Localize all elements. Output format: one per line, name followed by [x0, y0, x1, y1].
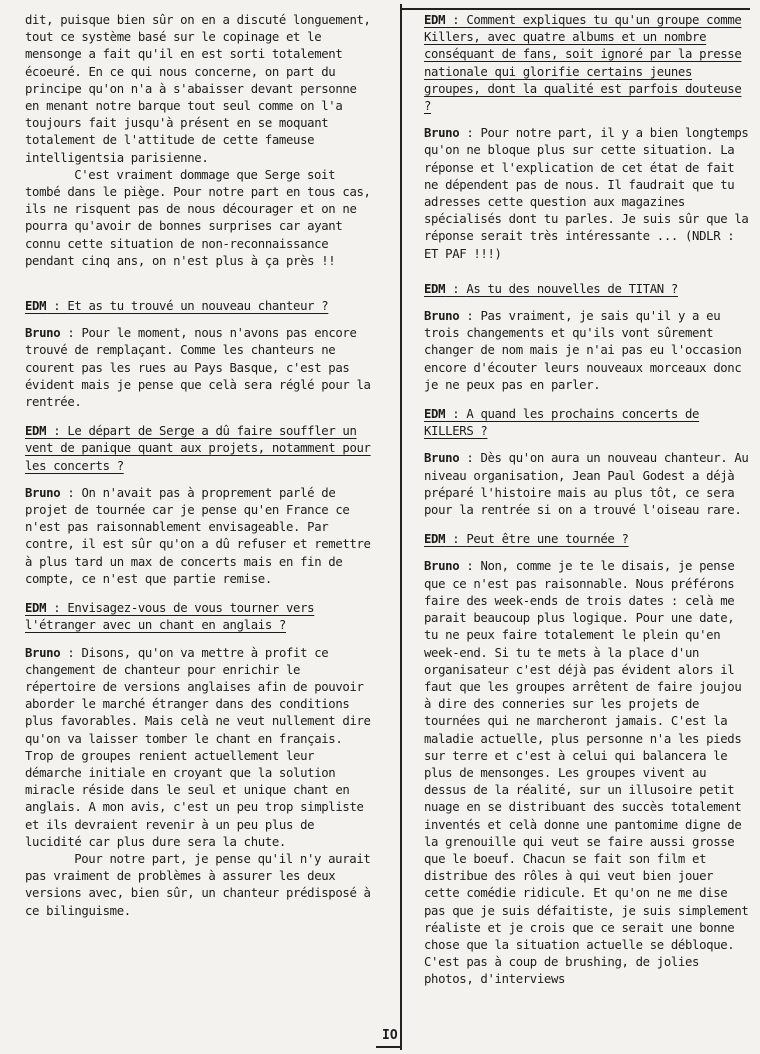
- intro-paragraph: dit, puisque bien sûr on en a discuté longuement, tout ce système basé sur le copinage et le mensonge a fait qu'il en est sorti totalement écoeuré. En ce qui nous concerne, on part du principe qu'on n'a à s'abaisser devant personne en menant notre barque tout seul comme on l'a toujours fait jusqu'à présent en se moquant totalement de l'attitude de cette fameuse intelligentsia parisienne.: [25, 13, 371, 165]
- question: EDM : As tu des nouvelles de TITAN ?: [424, 281, 678, 296]
- page-number: IO: [382, 1028, 398, 1043]
- question: EDM : Comment expliques tu qu'un groupe comme Killers, avec quatre albums et un nombre conséquant de fans, soit ignoré par la presse nationale qui glorifie certains jeunes groupes, dont la qualité est parfois douteuse ?: [424, 13, 742, 114]
- intro-paragraph-2: C'est vraiment dommage que Serge soit tombé dans le piège. Pour notre part en tous cas, ils ne risquent pas de nous décourager et on ne pourra qu'avoir de bonnes surprises car ayant connu cette situation de non-reconnaissance pendant cinq ans, on n'est plus à ça près !!: [25, 167, 371, 268]
- question: EDM : Et as tu trouvé un nouveau chanteur ?: [25, 299, 329, 314]
- left-column: [25, 12, 375, 920]
- answer: Bruno : Pas vraiment, je sais qu'il y a eu trois changements et qu'ils vont sûrement changer de nom mais je n'ai pas eu l'occasion encore d'écouter leurs nouveaux morceaux donc je ne peux pas en parler.: [424, 309, 742, 392]
- top-rule: [400, 8, 750, 10]
- qa-block: [25, 600, 375, 920]
- question: EDM : Le départ de Serge a dû faire souffler un vent de panique quant aux projets, notamment pour les concerts ?: [25, 424, 371, 473]
- answer: Bruno : Dès qu'on aura un nouveau chanteur. Au niveau organisation, Jean Paul Godest a déjà préparé l'histoire mais au plus tôt, ce sera pour la rentrée si on a trouvé l'oiseau rare.: [424, 451, 749, 518]
- qa-block: [424, 406, 750, 519]
- answer-continued: Pour notre part, je pense qu'il n'y aurait pas vraiment de problèmes à assurer les deux versions avec, bien sûr, un chanteur prédisposé à ce bilinguisme.: [25, 851, 371, 918]
- question: EDM : Peut être une tournée ?: [424, 532, 629, 547]
- right-column: [424, 12, 750, 989]
- question: EDM : A quand les prochains concerts de KILLERS ?: [424, 407, 700, 439]
- qa-block: [25, 423, 375, 588]
- question: EDM : Envisagez-vous de vous tourner vers l'étranger avec un chant en anglais ?: [25, 601, 315, 633]
- qa-block: [25, 298, 375, 411]
- column-divider: [400, 4, 402, 1050]
- page-number-rule: [376, 1046, 400, 1048]
- answer: Bruno : Disons, qu'on va mettre à profit ce changement de chanteur pour enrichir le répertoire de versions anglaises afin de pouvoir aborder le marché étranger dans des conditions plus favorables. Mais celà ne veut nullement dire qu'on va laisser tomber le chant en français. Trop de groupes renient actuellement leur démarche initiale en croyant que la solution miracle réside dans le seul et unique chant en anglais. A mon avis, c'est un peu trop simpliste et ils devraient revenir à un peu plus de lucidité car plus dure sera la chute.: [25, 645, 371, 849]
- answer: Bruno : Pour notre part, il y a bien longtemps qu'on ne bloque plus sur cette situation. La réponse et l'explication de cet état de fait ne dépendent pas de nous. Il faudrait que tu adresses cette question aux magazines spécialisés dont tu parles. Je suis sûr que la réponse serait très intéressante ... (NDLR : ET PAF !!!): [424, 126, 749, 261]
- answer: Bruno : Non, comme je te le disais, je pense que ce n'est pas raisonnable. Nous préférons faire des week-ends de trois dates : celà me parait beaucoup plus logique. Pour une date, tu ne peux faire totalement le plein qu'en week-end. Si tu te mets à la place d'un organisateur c'est déjà pas évident alors il faut que les groupes arrêtent de faire joujou à dire des conneries sur les projets de tournées qui ne marcheront jamais. C'est la maladie actuelle, plus personne n'a les pieds sur terre et c'est à celui qui balancera le plus de mensonges. Les groupes vivent au dessus de la réalité, sur un illusoire petit nuage en se distribuant des succès totalement inventés et celà donne une pantomime digne de la grenouille qui veut se faire aussi grosse que le boeuf. Chacun se fait son film et distribue des rôles à qui veut bien jouer cette comédie ridicule. Et qu'on ne me dise pas que je suis défaitiste, je suis simplement réaliste et je crois que ce serait une bonne chose que la situation actuelle se débloque. C'est pas à coup de brushing, de jolies photos, d'interviews: [424, 559, 749, 987]
- answer: Bruno : On n'avait pas à proprement parlé de projet de tournée car je pense qu'en France ce n'est pas raisonnablement envisageable. Par contre, il est sûr qu'on a dû refuser et remettre à plus tard un max de concerts mais en fin de compte, ce n'est que partie remise.: [25, 485, 371, 586]
- qa-block: [424, 531, 750, 988]
- qa-block: [424, 281, 750, 394]
- answer: Bruno : Pour le moment, nous n'avons pas encore trouvé de remplaçant. Comme les chanteurs ne courent pas les rues au Pays Basque, c'est pas évident mais je pense que celà sera réglé pour la rentrée.: [25, 326, 371, 410]
- qa-block: [424, 12, 750, 263]
